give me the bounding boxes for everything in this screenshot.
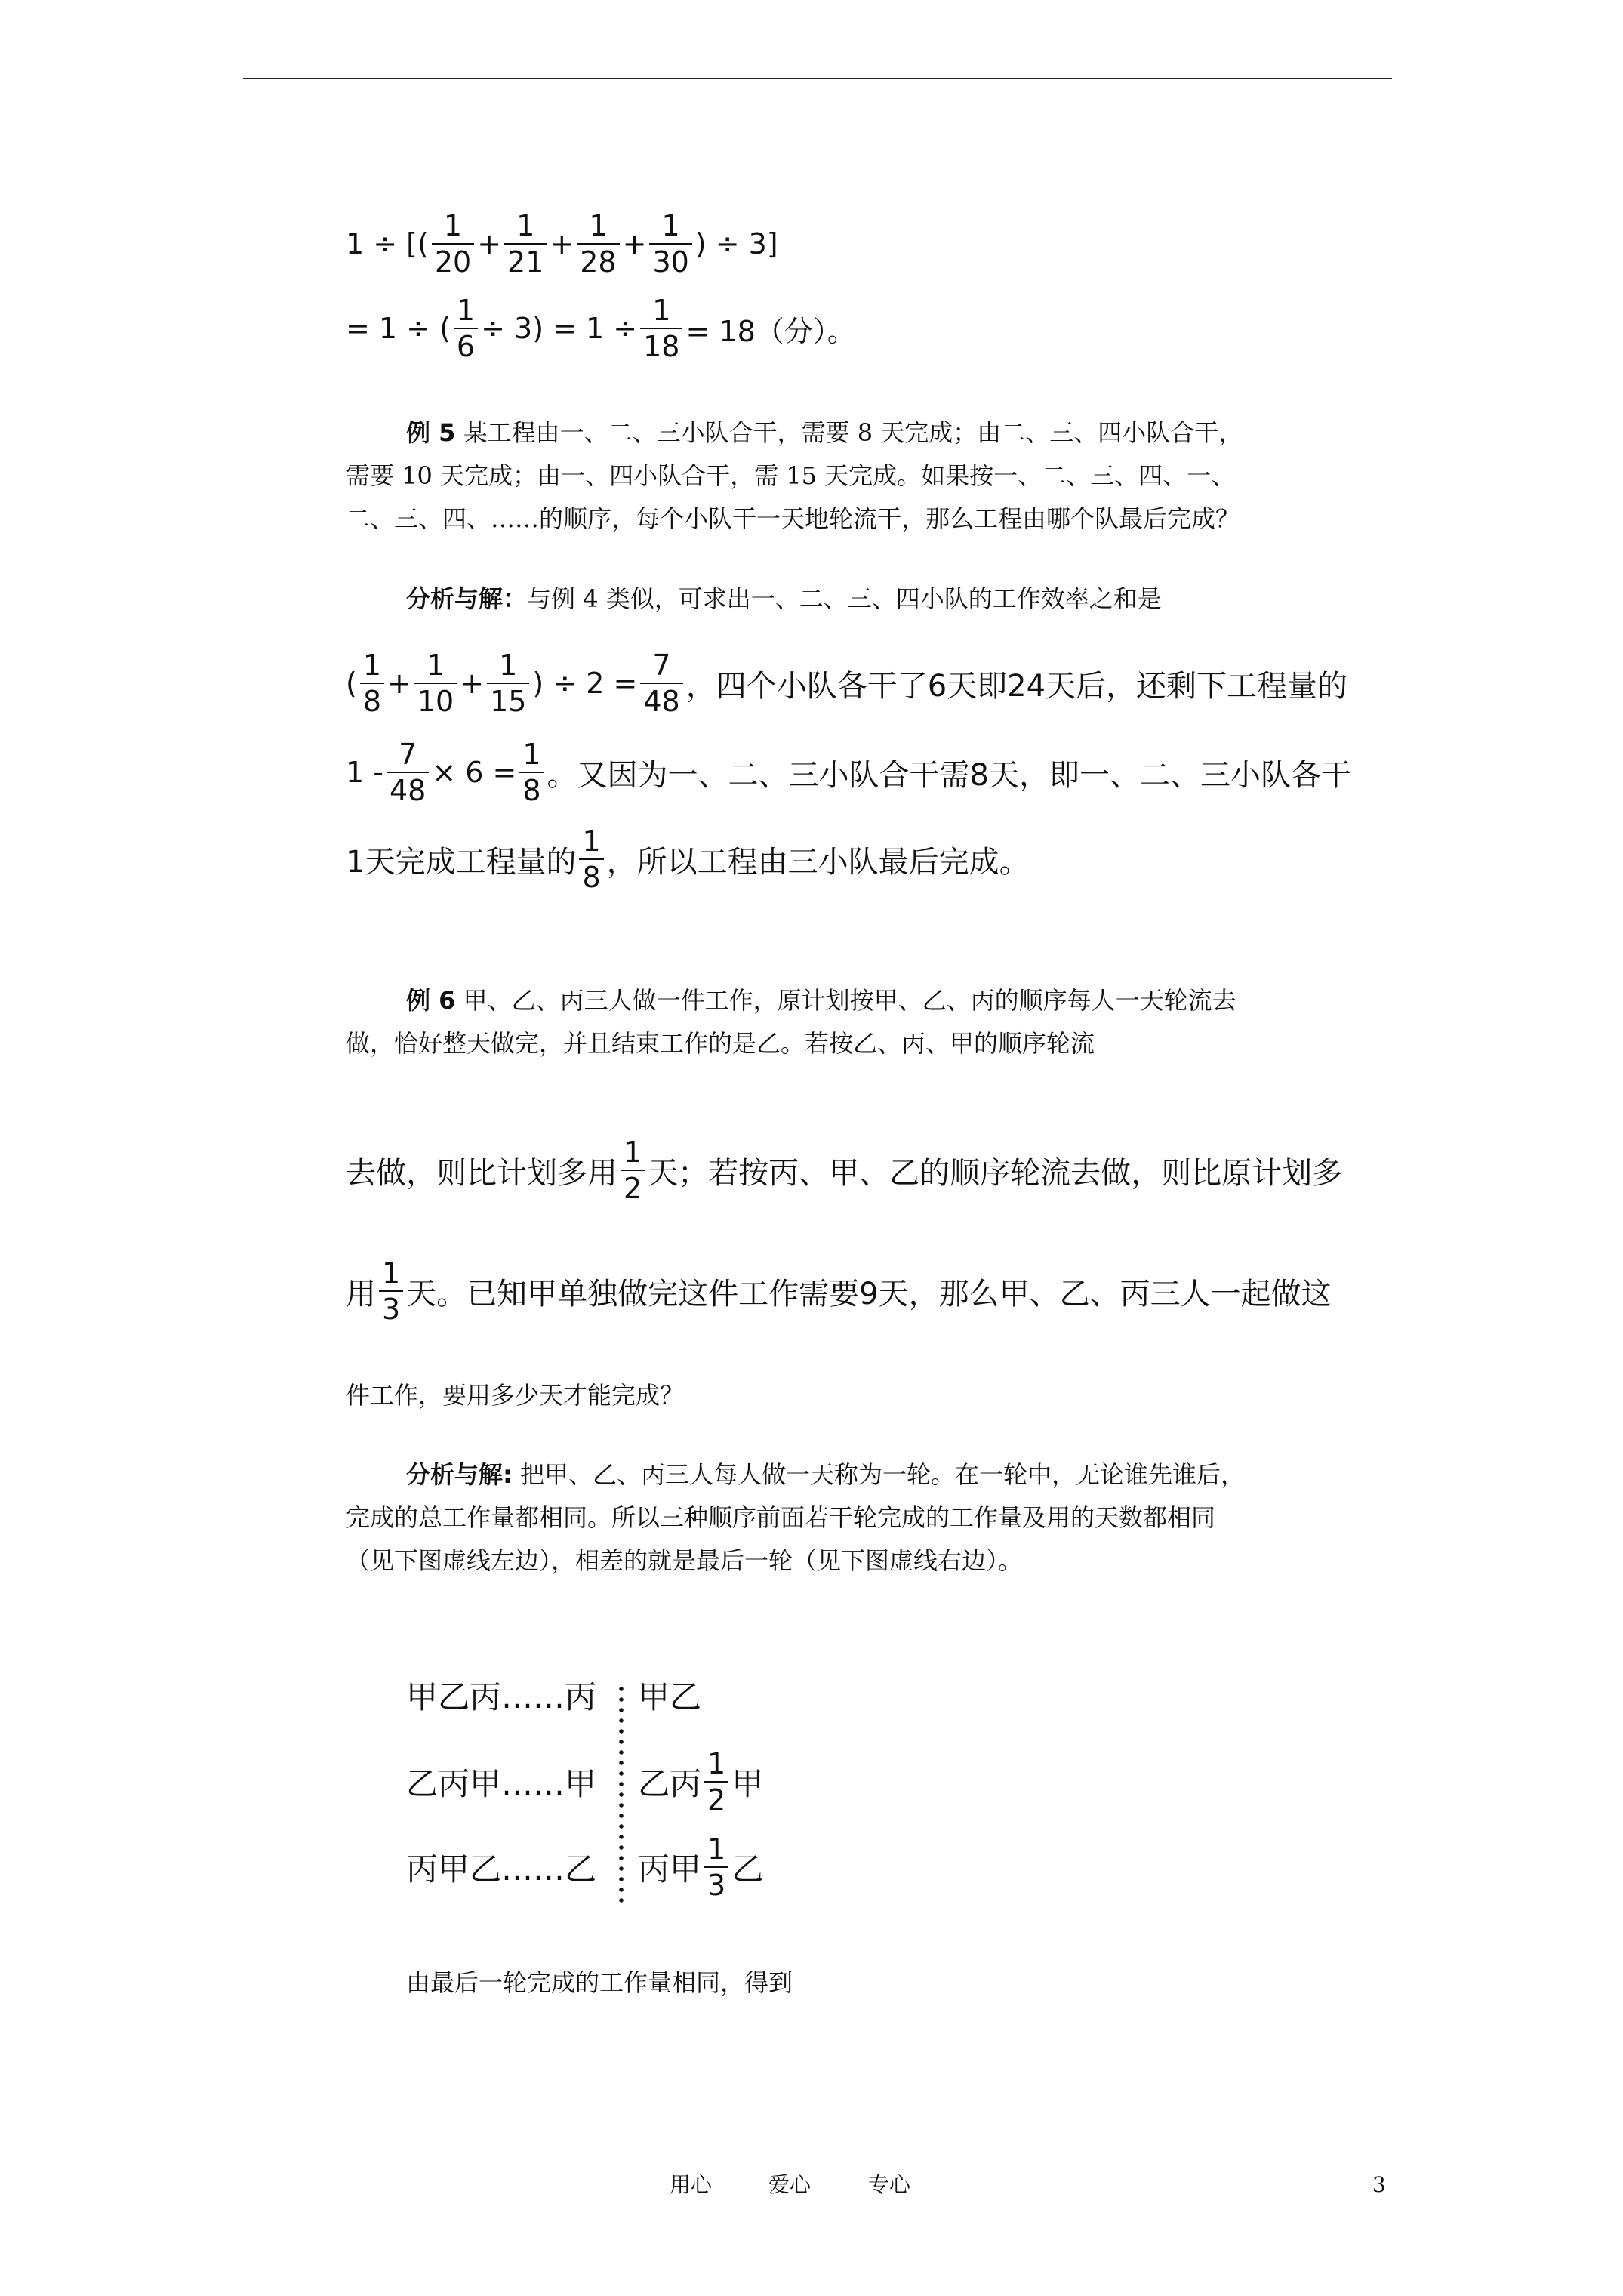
analysis-label: 分析与解：	[406, 584, 528, 613]
sequence-text: 甲乙丙……丙	[406, 1678, 597, 1715]
numerator: 1	[624, 1136, 642, 1169]
formula-text: = 1 ÷ (	[346, 312, 451, 345]
numerator: 1	[661, 209, 680, 242]
formula-text: ) ÷ 3]	[694, 227, 778, 260]
numerator: 1	[456, 294, 476, 327]
denominator: 21	[504, 243, 547, 276]
denominator: 2	[621, 1170, 645, 1203]
example-6-paragraph	[346, 979, 1236, 1065]
formula-text: 天；若按丙、甲、乙的顺序轮流去做，则比原计划多	[648, 1155, 1343, 1191]
example-6-line-3	[346, 1129, 1342, 1212]
denominator: 8	[579, 858, 603, 892]
numerator: 1	[499, 649, 518, 682]
numerator: 1	[426, 649, 445, 682]
denominator: 3	[379, 1290, 403, 1324]
formula-text: 去做，则比计划多用	[346, 1155, 617, 1191]
numerator: 1	[522, 738, 541, 771]
plus-sign: +	[622, 227, 647, 260]
sequence-text: 乙丙甲……甲	[406, 1765, 597, 1802]
numerator: 1	[382, 1256, 401, 1290]
formula-text: ) ÷ 2 =	[532, 667, 638, 700]
paragraph-line: 与例 4 类似，可求出一、二、三、四小队的工作效率之和是	[527, 584, 1162, 613]
denominator: 20	[432, 243, 474, 276]
fraction	[640, 296, 682, 361]
page-number-text: 3	[1372, 2172, 1386, 2197]
footer-slogan-1	[670, 2163, 712, 2206]
fraction	[487, 651, 529, 716]
fraction	[649, 209, 691, 279]
numerator: 1	[362, 649, 382, 682]
analysis-6-paragraph	[346, 1453, 1245, 1583]
fraction	[577, 209, 619, 279]
fraction	[504, 209, 547, 279]
plus-sign: +	[460, 667, 485, 700]
formula-text: 天。已知甲单独做完这件工作需要9天，那么甲、乙、丙三人一起做这	[406, 1276, 1332, 1311]
numerator: 7	[652, 649, 671, 682]
fraction	[379, 1256, 403, 1326]
header-rule	[243, 78, 1392, 79]
paragraph-line: 件工作，要用多少天才能完成？	[346, 1381, 685, 1410]
sequence-text: 甲	[731, 1765, 764, 1802]
formula-line-2	[346, 287, 856, 370]
diagram-row-2-left	[406, 1740, 596, 1823]
closing-line	[406, 1962, 793, 2005]
paragraph-line: 由最后一轮完成的工作量相同，得到	[406, 1968, 793, 1997]
denominator: 8	[519, 772, 544, 805]
numerator: 1	[589, 209, 608, 242]
example-label: 例 6	[406, 986, 456, 1015]
plus-sign: +	[550, 227, 574, 260]
numerator: 1	[652, 294, 671, 327]
plus-sign: +	[477, 227, 502, 260]
formula-text: ，所以工程由三小队最后完成。	[606, 844, 1030, 880]
formula-text: ，四个小队各干了6天即24天后，还剩下工程量的	[685, 668, 1348, 704]
denominator: 3	[704, 1866, 728, 1900]
analysis-5-equation-2	[346, 731, 1351, 814]
denominator: 6	[454, 328, 478, 361]
denominator: 10	[414, 683, 457, 716]
plus-sign: +	[387, 667, 411, 700]
diagram-row-3-right	[638, 1826, 763, 1909]
footer-text: 爱心	[768, 2172, 812, 2197]
formula-text: 。又因为一、二、三小队合干需8天，即一、二、三小队各干	[547, 757, 1351, 793]
paragraph-line: （见下图虚线左边），相差的就是最后一轮（见下图虚线右边）。	[346, 1546, 1023, 1575]
numerator: 1	[707, 1747, 726, 1780]
sequence-text: 乙	[731, 1851, 764, 1888]
page-number	[1372, 2163, 1386, 2206]
denominator: 8	[360, 683, 384, 716]
example-6-line-5	[346, 1374, 684, 1417]
footer-slogan-2	[768, 2163, 811, 2206]
denominator: 2	[704, 1781, 728, 1814]
analysis-5-intro	[406, 578, 1162, 621]
example-label: 例 5	[406, 418, 456, 447]
formula-text: 1天完成工程量的	[346, 844, 577, 880]
diagram-row-1-right	[638, 1661, 701, 1729]
denominator: 48	[387, 772, 429, 805]
diagram-row-3-left	[406, 1826, 596, 1909]
formula-text: = 18（分）。	[685, 314, 856, 348]
paragraph-line: 做，恰好整天做完，并且结束工作的是乙。若按乙、丙、甲的顺序轮流	[346, 1029, 1095, 1058]
fraction	[432, 209, 474, 279]
numerator: 1	[582, 824, 601, 858]
paragraph-line: 完成的总工作量都相同。所以三种顺序前面若干轮完成的工作量及用的天数都相同	[346, 1503, 1216, 1532]
fraction	[387, 740, 429, 805]
formula-text: ÷ 3) = 1 ÷	[481, 312, 638, 345]
denominator: 18	[640, 328, 682, 361]
diagram-row-1-left	[406, 1661, 596, 1729]
formula-text: 1 ÷ [(	[346, 227, 429, 260]
example-6-line-4	[346, 1250, 1332, 1333]
analysis-5-equation-1	[346, 642, 1347, 725]
formula-text: (	[346, 667, 357, 700]
fraction	[414, 651, 457, 716]
paragraph-line: 某工程由一、二、三小队合干，需要 8 天完成；由二、三、四小队合干，	[455, 418, 1243, 447]
dotted-divider	[619, 1684, 624, 1903]
fraction	[640, 651, 682, 716]
fraction	[704, 1747, 728, 1817]
formula-line-1	[346, 202, 778, 285]
sequence-text: 丙甲乙……乙	[406, 1851, 597, 1888]
numerator: 7	[399, 738, 417, 771]
paragraph-line: 把甲、乙、丙三人每人做一天称为一轮。在一轮中，无论谁先谁后，	[512, 1460, 1245, 1489]
denominator: 28	[577, 243, 619, 276]
formula-text: 1 -	[346, 756, 383, 789]
analysis-label: 分析与解:	[406, 1460, 513, 1489]
numerator: 1	[443, 209, 463, 242]
paragraph-line: 甲、乙、丙三人做一件工作，原计划按甲、乙、丙的顺序每人一天轮流去	[455, 986, 1236, 1015]
analysis-5-equation-3	[346, 818, 1030, 901]
numerator: 1	[707, 1832, 726, 1866]
sequence-text: 丙甲	[638, 1851, 702, 1888]
diagram-row-2-right	[638, 1740, 763, 1823]
footer-text: 专心	[868, 2172, 911, 2197]
fraction	[519, 740, 544, 805]
fraction	[704, 1832, 728, 1902]
fraction	[621, 1138, 645, 1203]
denominator: 48	[640, 683, 682, 716]
numerator: 1	[516, 209, 535, 242]
paragraph-line: 需要 10 天完成；由一、四小队合干，需 15 天完成。如果按一、二、三、四、一、	[346, 461, 1236, 490]
footer-text: 用心	[670, 2172, 713, 2197]
formula-text: × 6 =	[432, 756, 517, 789]
fraction	[454, 296, 478, 361]
formula-text: 用	[346, 1276, 376, 1311]
fraction	[360, 651, 384, 716]
denominator: 30	[649, 243, 691, 276]
sequence-text: 乙丙	[638, 1765, 702, 1802]
sequence-text: 甲乙	[638, 1678, 702, 1715]
footer-slogan-3	[868, 2163, 910, 2206]
denominator: 15	[487, 683, 529, 716]
paragraph-line: 二、三、四、……的顺序，每个小队干一天地轮流干，那么工程由哪个队最后完成？	[346, 504, 1240, 533]
fraction	[579, 824, 603, 894]
example-5-paragraph	[346, 411, 1243, 541]
